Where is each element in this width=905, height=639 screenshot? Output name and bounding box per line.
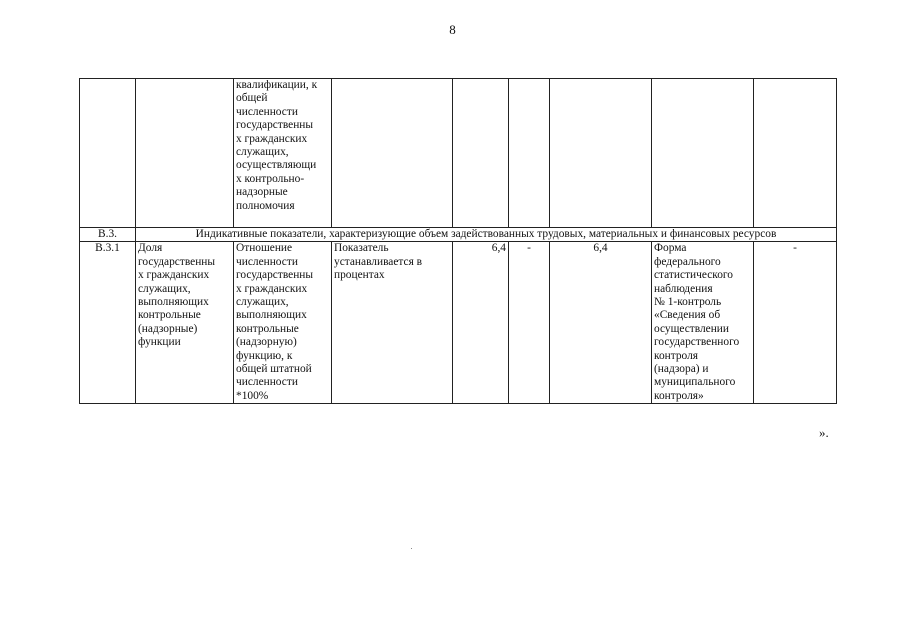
section-row: [80, 228, 837, 242]
page-number: 8: [449, 22, 456, 37]
continued-note-cell: [754, 79, 837, 228]
continued-source-cell: [652, 79, 754, 228]
indicator-formula: Отношение численности государственны х гражданских служащих, выполняющих контрольные (надзорную) функцию, к общей штатной численности *100%: [234, 242, 332, 404]
continued-row: [80, 79, 837, 228]
value-1: 6,4: [453, 242, 509, 404]
scan-speck: [411, 548, 412, 549]
row-code: В.3.1: [80, 242, 136, 404]
note: -: [754, 242, 837, 404]
data-source: Форма федерального статистического наблюдения № 1-контроль «Сведения об осуществлении государственного контроля (надзора) и муниципального контроля»: [652, 242, 754, 404]
indicators-table: [79, 78, 837, 404]
indicator-name: Доля государственны х гражданских служащих, выполняющих контрольные (надзорные) функции: [136, 242, 234, 404]
closing-quote-mark: ».: [819, 425, 829, 440]
unit-note: Показатель устанавливается в процентах: [332, 242, 453, 404]
section-code: В.3.: [80, 228, 136, 242]
continued-value2-cell: [509, 79, 550, 228]
continued-indicator-cell: квалификации, к общей численности государственны х гражданских служащих, осуществляющи х контрольно- надзорные полномочия: [234, 79, 332, 228]
continued-unit-cell: [332, 79, 453, 228]
value-2: -: [509, 242, 550, 404]
continued-name-cell: [136, 79, 234, 228]
continued-code-cell: [80, 79, 136, 228]
continued-value1-cell: [453, 79, 509, 228]
value-3: 6,4: [550, 242, 652, 404]
section-title: Индикативные показатели, характеризующие объем задействованных трудовых, материальных и финансовых ресурсов: [136, 228, 837, 242]
data-row: [80, 242, 837, 404]
continued-value3-cell: [550, 79, 652, 228]
